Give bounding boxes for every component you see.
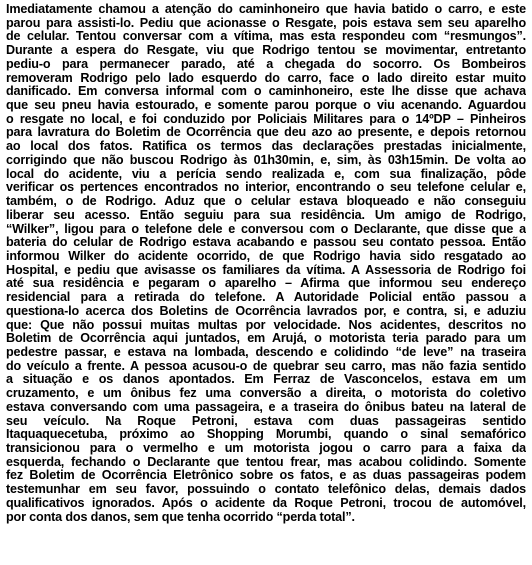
- text-line: Imediatamente chamou a atenção do caminhoneiro que havia batido o carro, e este: [6, 3, 526, 16]
- text-line: cruzamento, e um ônibus fez uma conversão a direita, o motorista do coletivo: [6, 387, 526, 401]
- text-line: pediu-o para permanecer parado, até a chegada do socorro. Os Bombeiros: [6, 57, 526, 71]
- text-line: do veículo a frente. A pessoa acusou-o de quebrar seu carro, mas não fazia sentido: [6, 359, 526, 373]
- text-line: Boletim de Ocorrência aqui juntados, em Arujá, o motorista teria parado para um: [6, 332, 526, 346]
- text-line: a situação e os danos apontados. Em Ferraz de Vasconcelos, estava em um: [6, 373, 526, 387]
- text-line: pedestre passar, e estava na lombada, descendo e colidindo “de leve” na traseira: [6, 345, 526, 359]
- text-line: por conta dos danos, sem que tenha ocorrido “perda total”.: [6, 510, 355, 524]
- text-line: danificado. Em conversa informal com o caminhoneiro, este lhe disse que achava: [6, 85, 526, 99]
- text-line: qualificativos ignorados. Após o acidente da Roque Petroni, trocou de automóvel,: [6, 496, 526, 510]
- text-line: para lavratura do Boletim de Ocorrência que deu azo ao presente, e depois retornou: [6, 126, 526, 140]
- text-line: estava conversando com uma passageira, e a traseira do ônibus bateu na lateral de: [6, 400, 526, 414]
- text-line: o resgate no local, e foi conduzido por Policiais Militares para o 14ºDP – Pinheiros: [6, 112, 526, 126]
- text-line: de celular. Tentou conversar com a vítima, mas esta respondeu com “resmungos”.: [6, 30, 526, 44]
- text-line: verificar os pertences encontrados no interior, encontrando o seu telefone celular e,: [6, 181, 526, 195]
- text-line: ao local dos fatos. Ratifica os termos das declarações prestadas inicialmente,: [6, 140, 526, 154]
- text-line: questiona-lo acerca dos Boletins de Ocorrência lavrados por, e contra, si, e aduziu: [6, 304, 526, 318]
- text-line: local do acidente, viu a perícia sendo realizada e, com sua finalização, pôde: [6, 167, 526, 181]
- text-line: parou para assisti-lo. Pediu que acionasse o Resgate, pois estava sem seu aparelho: [6, 16, 526, 30]
- text-line: bateria do celular de Rodrigo estava acabando e passou seu contato pessoa. Então: [6, 236, 526, 250]
- text-line: transicionou para o vermelho e um motorista jogou o carro para a faixa da: [6, 442, 526, 455]
- text-line: “Wilker”, ligou para o telefone dele e conversou com o Declarante, que disse que a: [6, 222, 526, 236]
- text-line: Hospital, e pediu que avisasse os familiares da vítima. A Assessoria de Rodrigo foi: [6, 263, 526, 277]
- text-line: que seu pneu havia estourado, e somente parou porque o viu acenando. Aguardou: [6, 99, 526, 113]
- text-line: fez Boletim de Ocorrência Eletrônico sobre os fatos, e as duas passageiras podem: [6, 469, 526, 483]
- text-line: que: Que não possui muitas multas por velocidade. Nos acidentes, descritos no: [6, 318, 526, 332]
- text-line: Durante a espera do Resgate, viu que Rodrigo tentou se movimentar, entretanto: [6, 44, 526, 58]
- text-line: seu veículo. Na Roque Petroni, estava com duas passageiras sentido: [6, 414, 526, 428]
- text-line: informou Wilker do acidente ocorrido, de que Rodrigo havia sido resgatado ao: [6, 249, 526, 263]
- text-line: também, o de Rodrigo. Aduz que o celular estava bloqueado e não conseguiu: [6, 195, 526, 209]
- text-line: corrigindo que não buscou Rodrigo às 01h30min, e, sim, às 03h15min. De volta ao: [6, 153, 526, 167]
- text-line: até sua residência e pegaram o aparelho – Afirma que informou seu endereço: [6, 277, 526, 291]
- text-line: residencial para a retirada do telefone. A Autoridade Policial então passou a: [6, 291, 526, 305]
- text-line: removeram Rodrigo pelo lado esquerdo do carro, face o lado direito estar muito: [6, 71, 526, 85]
- text-line: liberar seu acesso. Então seguiu para sua residência. Um amigo de Rodrigo,: [6, 208, 526, 222]
- text-line: esquerda, fechando o Declarante que tentou frear, mas acabou colidindo. Somente: [6, 455, 526, 469]
- text-line: testemunhar em seu favor, possuindo o contato telefônico delas, demais dados: [6, 483, 526, 497]
- text-line: Itaquaquecetuba, próximo ao Shopping Morumbi, quando o sinal semafórico: [6, 428, 526, 442]
